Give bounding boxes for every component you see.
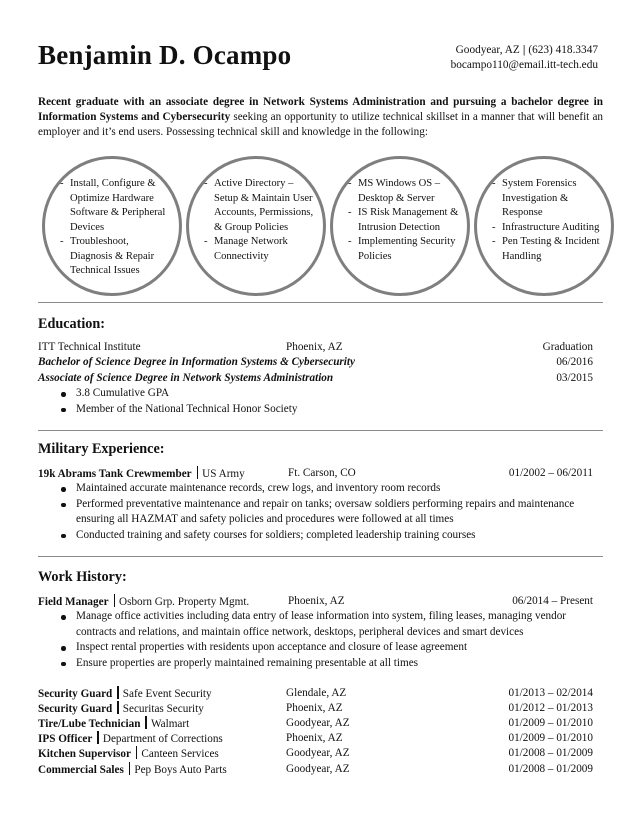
section-divider bbox=[38, 430, 603, 431]
job-org: Canteen Services bbox=[141, 748, 219, 760]
skill-item: - Install, Configure & Optimize Hardware Software & Peripheral Devices bbox=[60, 177, 172, 235]
separator-bar bbox=[197, 466, 199, 479]
work-position bbox=[38, 594, 249, 610]
contact-phone: (623) 418.3347 bbox=[528, 44, 598, 56]
military-bullets bbox=[60, 481, 590, 543]
work-bullet: Manage office activities including data entry of lease information into system, filing leases, managing vendor contracts and relations, and maintain office network, desktops, peripheral devices and smart devices bbox=[60, 609, 590, 640]
skill-circle-active-directory bbox=[186, 156, 326, 296]
job-org: Pep Boys Auto Parts bbox=[134, 764, 227, 776]
military-location: Ft. Carson, CO bbox=[288, 467, 356, 479]
skill-circle-hardware bbox=[42, 156, 182, 296]
separator-bar bbox=[117, 701, 119, 714]
skill-item: - Implementing Security Policies bbox=[348, 235, 460, 264]
job-location: Goodyear, AZ bbox=[286, 717, 350, 729]
skill-item: - Infrastructure Auditing bbox=[492, 221, 604, 236]
job-position bbox=[38, 731, 223, 747]
work-heading: Work History: bbox=[38, 569, 127, 585]
job-dates: 01/2008 – 01/2009 bbox=[508, 763, 593, 775]
separator-bar: | bbox=[522, 44, 526, 56]
education-bullet: 3.8 Cumulative GPA bbox=[60, 386, 590, 402]
job-org: Department of Corrections bbox=[102, 733, 223, 745]
work-org: Osborn Grp. Property Mgmt. bbox=[119, 596, 250, 608]
job-position bbox=[38, 746, 219, 762]
summary-bold: Recent graduate with an associate degree in Network Systems Administration and pursuing a bachelor degree in Information Systems and Cybersecurity bbox=[38, 96, 603, 123]
job-location: Goodyear, AZ bbox=[286, 747, 350, 759]
education-heading: Education: bbox=[38, 316, 106, 332]
job-title: IPS Officer bbox=[38, 733, 93, 745]
military-org: US Army bbox=[202, 468, 245, 480]
separator-bar bbox=[145, 716, 147, 729]
military-heading: Military Experience: bbox=[38, 441, 165, 457]
job-position bbox=[38, 762, 227, 778]
degree-date: 03/2015 bbox=[556, 372, 593, 384]
skills-circles bbox=[38, 156, 603, 302]
skill-item: - MS Windows OS – Desktop & Server bbox=[348, 177, 460, 206]
skill-item: - Troubleshoot, Diagnosis & Repair Technical Issues bbox=[60, 235, 172, 279]
education-bullet: Member of the National Technical Honor Society bbox=[60, 402, 590, 418]
job-row bbox=[38, 746, 593, 761]
skill-circle-windows-security bbox=[330, 156, 470, 296]
section-divider bbox=[38, 556, 603, 557]
summary-text: seeking an opportunity to utilize technical skillset in a manner that will benefit an employer and it’s end users. Possessing technical skill and knowledge in the following: bbox=[38, 111, 603, 138]
military-bullet: Performed preventative maintenance and repair on tanks; oversaw soldiers performing repairs and maintenance ensuring all HAZMAT and safety policies and procedures were followed at all times bbox=[60, 497, 590, 528]
summary-paragraph bbox=[38, 95, 603, 140]
contact-info bbox=[451, 43, 598, 73]
skill-circle-forensics bbox=[474, 156, 614, 296]
job-position bbox=[38, 701, 204, 717]
job-position bbox=[38, 716, 189, 732]
job-row bbox=[38, 762, 593, 777]
school-location: Phoenix, AZ bbox=[286, 341, 343, 353]
job-location: Phoenix, AZ bbox=[286, 732, 343, 744]
degree-row bbox=[38, 355, 593, 370]
degree-name: Bachelor of Science Degree in Information Systems & Cybersecurity bbox=[38, 356, 355, 368]
work-main-row bbox=[38, 594, 593, 609]
job-location: Phoenix, AZ bbox=[286, 702, 343, 714]
contact-email: bocampo110@email.itt-tech.edu bbox=[450, 59, 598, 71]
job-title: Kitchen Supervisor bbox=[38, 748, 131, 760]
job-dates: 01/2009 – 01/2010 bbox=[508, 717, 593, 729]
section-divider bbox=[38, 302, 603, 303]
job-dates: 01/2013 – 02/2014 bbox=[508, 687, 593, 699]
job-org: Walmart bbox=[150, 718, 190, 730]
military-dates: 01/2002 – 06/2011 bbox=[508, 467, 593, 479]
work-title: Field Manager bbox=[38, 596, 109, 608]
contact-location: Goodyear, AZ bbox=[455, 44, 520, 56]
job-title: Tire/Lube Technician bbox=[38, 718, 141, 730]
school-name: ITT Technical Institute bbox=[38, 341, 141, 353]
graduation-label: Graduation bbox=[542, 341, 593, 353]
degree-row bbox=[38, 371, 593, 386]
job-dates: 01/2009 – 01/2010 bbox=[508, 732, 593, 744]
job-row bbox=[38, 686, 593, 701]
education-bullets bbox=[60, 386, 590, 417]
separator-bar bbox=[114, 594, 116, 607]
military-row bbox=[38, 466, 593, 481]
work-dates: 06/2014 – Present bbox=[512, 595, 593, 607]
work-bullet: Inspect rental properties with residents upon acceptance and closure of lease agreement bbox=[60, 640, 590, 656]
separator-bar bbox=[136, 746, 138, 759]
location-phone-line bbox=[451, 43, 598, 58]
separator-bar bbox=[97, 731, 99, 744]
job-row bbox=[38, 701, 593, 716]
candidate-name: Benjamin D. Ocampo bbox=[38, 40, 292, 70]
skill-item: - Pen Testing & Incident Handling bbox=[492, 235, 604, 264]
degree-name: Associate of Science Degree in Network Systems Administration bbox=[38, 372, 334, 384]
job-title: Commercial Sales bbox=[38, 764, 124, 776]
work-bullets bbox=[60, 609, 590, 671]
separator-bar bbox=[129, 762, 131, 775]
skill-item: - System Forensics Investigation & Response bbox=[492, 177, 604, 221]
job-title: Security Guard bbox=[38, 688, 113, 700]
military-bullet: Conducted training and safety courses for soldiers; completed leadership training courses bbox=[60, 528, 590, 544]
military-title: 19k Abrams Tank Crewmember bbox=[38, 468, 192, 480]
skill-item: - IS Risk Management & Intrusion Detection bbox=[348, 206, 460, 235]
job-title: Security Guard bbox=[38, 703, 113, 715]
skill-item: - Active Directory – Setup & Maintain User Accounts, Permissions, & Group Policies bbox=[204, 177, 316, 235]
job-dates: 01/2012 – 01/2013 bbox=[508, 702, 593, 714]
job-location: Glendale, AZ bbox=[286, 687, 347, 699]
job-row bbox=[38, 716, 593, 731]
job-position bbox=[38, 686, 212, 702]
military-bullet: Maintained accurate maintenance records, crew logs, and inventory room records bbox=[60, 481, 590, 497]
military-position bbox=[38, 466, 245, 482]
separator-bar bbox=[117, 686, 119, 699]
job-location: Goodyear, AZ bbox=[286, 763, 350, 775]
degree-date: 06/2016 bbox=[556, 356, 593, 368]
education-school-row bbox=[38, 340, 593, 355]
work-location: Phoenix, AZ bbox=[288, 595, 345, 607]
work-bullet: Ensure properties are properly maintained remaining presentable at all times bbox=[60, 656, 590, 672]
job-dates: 01/2008 – 01/2009 bbox=[508, 747, 593, 759]
job-org: Safe Event Security bbox=[122, 688, 212, 700]
job-row bbox=[38, 731, 593, 746]
job-org: Securitas Security bbox=[122, 703, 204, 715]
skill-item: - Manage Network Connectivity bbox=[204, 235, 316, 264]
